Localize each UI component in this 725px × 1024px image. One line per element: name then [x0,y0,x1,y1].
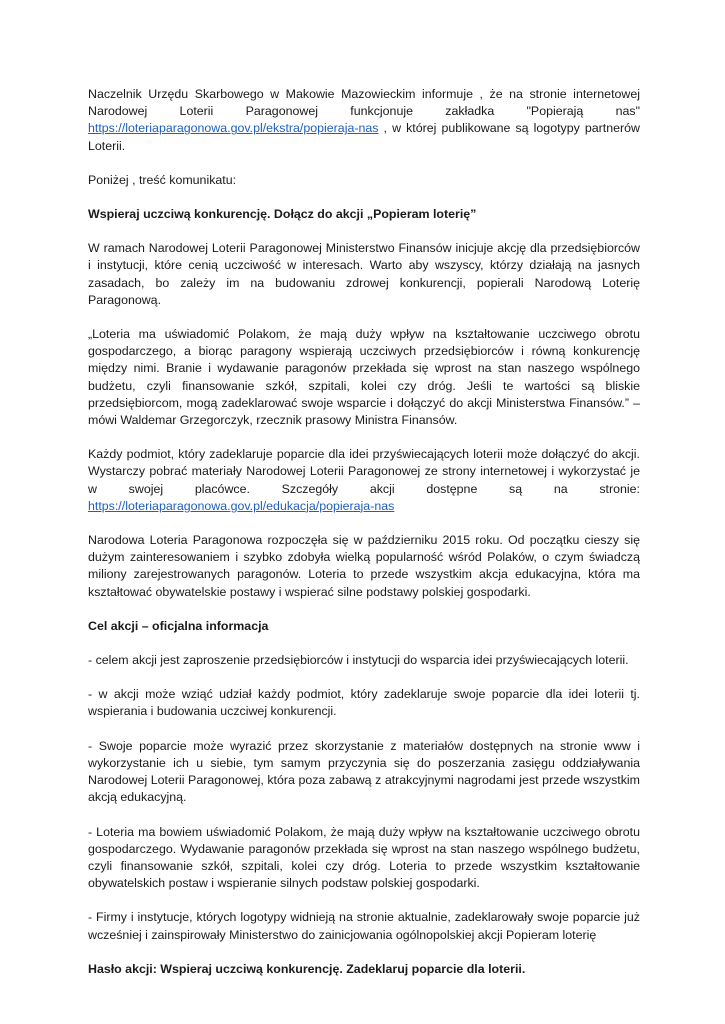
list-item: - w akcji może wziąć udział każdy podmiot, który zadeklaruje swoje poparcie dla idei loterii tj. wspierania i budowania uczciwej konkurencji. [88,687,640,719]
list-item: - Firmy i instytucje, których logotypy widnieją na stronie aktualnie, zadeklarowały swoje poparcie już wcześniej i zainspirowały Ministerstwo do zainicjowania ogólnopolskiej akcji Popieram loterię [88,910,640,942]
slogan: Hasło akcji: Wspieraj uczciwą konkurencję. Zadeklaruj poparcie dla loterii. [88,961,526,976]
list-item: - celem akcji jest zaproszenie przedsiębiorców i instytucji do wsparcia idei przyświecających loterii. [88,653,629,668]
list-item: - Loteria ma bowiem uświadomić Polakom, że mają duży wpływ na kształtowanie uczciwego obrotu gospodarczego. Wydawanie paragonów przekłada się wprost na stan naszego wspólnego budżetu, czyli finansowanie szkół, szpitali, kolei czy dróg. Loteria to przede wszystkim kształtowanie obywatelskich postaw i wspieranie silnych podstaw polskiej gospodarki. [88,824,640,891]
intro-paragraph [88,86,640,155]
paragraph-initiative: W ramach Narodowej Loterii Paragonowej Ministerstwo Finansów inicjuje akcję dla przedsiębiorców i instytucji, które cenią uczciwość w interesach. Warto aby wszyscy, którzy działają na jasnych zasadach, bo zależy im na budowaniu zdrowej konkurencji, popierali Narodową Loterię Paragonową. [88,241,640,307]
headline: Wspieraj uczciwą konkurencję. Dołącz do akcji „Popieram loterię” [88,207,477,222]
intro-text: Naczelnik Urzędu Skarbowego w Makowie Mazowieckim informuje , że na stronie internetowej Narodowej Loterii Paragonowej funkcjonuje zakładka "Popierają nas" [88,87,640,119]
how-to-join-text: Każdy podmiot, który zadeklaruje poparcie dla idei przyświecających loterii może dołączyć do akcji. Wystarczy pobrać materiały Narodowej Loterii Paragonowej ze strony internetowej i wykorzystać je w swojej placówce. Szczegóły akcji dostępne są na stronie: [88,447,640,496]
paragraph-history: Narodowa Loteria Paragonowa rozpoczęła się w październiku 2015 roku. Od początku cieszy się dużym zainteresowaniem i szybko zdobyła wielką popularność wśród Polaków, o czym świadczą miliony zarejestrowanych paragonów. Loteria to przede wszystkim akcja edukacyjna, która ma kształtować obywatelskie postawy i wspierać silne podstawy polskiej gospodarki. [88,533,640,599]
document-body [88,86,640,995]
lead-text: Poniżej , treść komunikatu: [88,172,237,187]
section-heading: Cel akcji – oficjalna informacja [88,618,269,633]
popieraja-nas-link[interactable]: https://loteriaparagonowa.gov.pl/ekstra/popieraja-nas [88,121,379,136]
paragraph-quote: „Loteria ma uświadomić Polakom, że mają duży wpływ na kształtowanie uczciwego obrotu gospodarczego, a biorąc paragony wspierają uczciwych przedsiębiorców i równą konkurencję między nimi. Branie i wydawanie paragonów przekłada się wprost na stan naszego wspólnego budżetu, czyli finansowanie szkół, szpitali, kolei czy dróg. Jeśli te wartości są bliskie przedsiębiorcom, mogą zadeklarować swoje wsparcie i dołączyć do akcji Ministerstwa Finansów.” – mówi Waldemar Grzegorczyk, rzecznik prasowy Ministra Finansów. [88,327,640,428]
list-item: - Swoje poparcie może wyrazić przez skorzystanie z materiałów dostępnych na stronie www i wykorzystanie ich u siebie, tym samym przyczynia się do poszerzania zasięgu oddziaływania Narodowej Loterii Paragonowej, która poza zabawą z atrakcyjnymi nagrodami jest przede wszystkim akcją edukacyjną. [88,738,640,805]
intro-text-end: , w której publikowane są logotypy partnerów Loterii. [88,121,640,153]
paragraph-how-to-join [88,446,640,515]
edukacja-link[interactable]: https://loteriaparagonowa.gov.pl/edukacja/popieraja-nas [88,498,395,513]
